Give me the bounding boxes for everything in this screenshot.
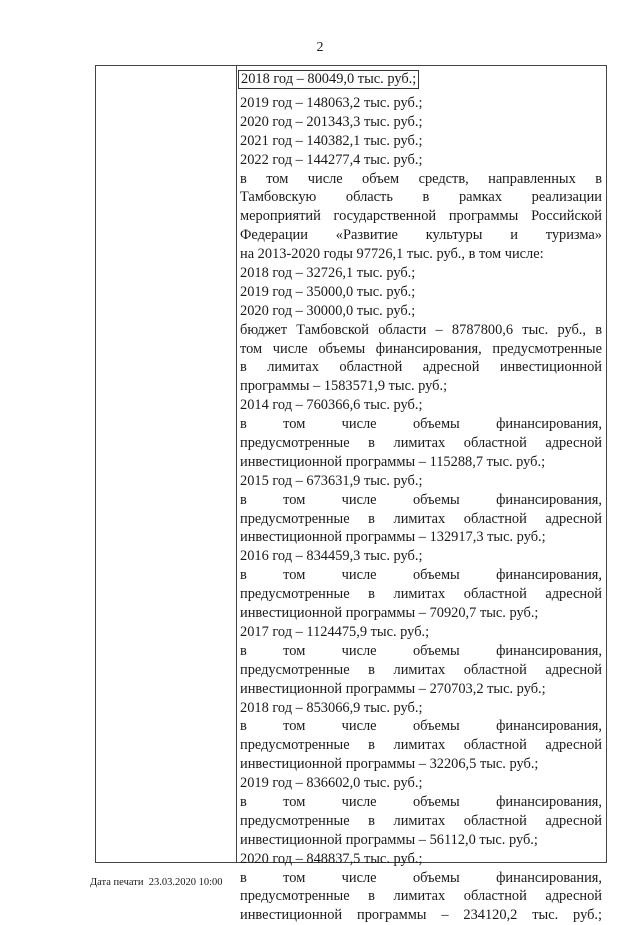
page-number: 2 (316, 40, 324, 55)
text-line: 2020 год – 848837,5 тыс. руб.; (240, 850, 423, 867)
text-line: предусмотренные в лимитах областной адресной (240, 661, 602, 678)
text-line: в том числе объемы финансирования, (240, 793, 602, 810)
text-line: Федерации «Развитие культуры и туризма» (240, 227, 602, 244)
text-line: инвестиционной программы – 56112,0 тыс. руб.; (240, 831, 538, 848)
text-line: в том числе объемы финансирования, (240, 869, 602, 886)
text-line: в том числе объемы финансирования, (240, 718, 602, 735)
text-line: в том числе объем средств, направленных в (240, 170, 602, 187)
text-line: инвестиционной программы – 132917,3 тыс. руб.; (240, 529, 546, 546)
text-line: предусмотренные в лимитах областной адресной (240, 888, 602, 905)
text-line: на 2013-2020 годы 97726,1 тыс. руб., в том числе: (240, 246, 544, 263)
text-line: инвестиционной программы – 115288,7 тыс. руб.; (240, 453, 546, 470)
funding-text-cell (240, 70, 602, 924)
text-line: 2020 год – 30000,0 тыс. руб.; (240, 302, 416, 319)
text-line: предусмотренные в лимитах областной адресной (240, 435, 602, 452)
text-line: предусмотренные в лимитах областной адресной (240, 812, 602, 829)
text-line: 2015 год – 673631,9 тыс. руб.; (240, 472, 423, 489)
text-line: инвестиционной программы – 270703,2 тыс. руб.; (240, 680, 546, 697)
column-divider (236, 66, 237, 862)
text-line: предусмотренные в лимитах областной адресной (240, 586, 602, 603)
text-line: в том числе объемы финансирования, (240, 642, 602, 659)
text-line: в лимитах областной адресной инвестиционной (240, 359, 602, 376)
text-line: предусмотренные в лимитах областной адресной (240, 510, 602, 527)
text-line: предусмотренные в лимитах областной адресной (240, 737, 602, 754)
text-line: 2020 год – 201343,3 тыс. руб.; (240, 113, 423, 130)
text-line: инвестиционной программы – 32206,5 тыс. руб.; (240, 756, 539, 773)
text-line: в том числе объемы финансирования, (240, 567, 602, 584)
text-line: 2017 год – 1124475,9 тыс. руб.; (240, 623, 430, 640)
text-line: 2014 год – 760366,6 тыс. руб.; (240, 397, 423, 414)
text-line: программы – 1583571,9 тыс. руб.; (240, 378, 448, 395)
text-line: бюджет Тамбовской области – 8787800,6 тыс. руб., в (240, 321, 602, 338)
text-line: инвестиционной программы – 70920,7 тыс. руб.; (240, 605, 539, 622)
text-line: Тамбовскую область в рамках реализации (240, 189, 602, 206)
text-line: 2018 год – 853066,9 тыс. руб.; (240, 699, 423, 716)
text-line: том числе объемы финансирования, предусмотренные (240, 340, 602, 357)
text-line: 2019 год – 35000,0 тыс. руб.; (240, 283, 416, 300)
text-line: 2018 год – 32726,1 тыс. руб.; (240, 265, 416, 282)
text-line: мероприятий государственной программы Российской (240, 208, 602, 225)
text-line: инвестиционной программы – 234120,2 тыс. руб.; (240, 907, 602, 924)
text-line: в том числе объемы финансирования, (240, 416, 602, 433)
text-line: 2016 год – 834459,3 тыс. руб.; (240, 548, 423, 565)
text-line: в том числе объемы финансирования, (240, 491, 602, 508)
text-line: 2019 год – 836602,0 тыс. руб.; (240, 775, 423, 792)
text-line: 2022 год – 144277,4 тыс. руб.; (240, 151, 423, 168)
text-line: 2021 год – 140382,1 тыс. руб.; (240, 132, 423, 149)
print-date: Дата печати 23.03.2020 10:00 (90, 877, 223, 888)
text-line: 2018 год – 80049,0 тыс. руб.; (238, 70, 419, 89)
text-line: 2019 год – 148063,2 тыс. руб.; (240, 95, 423, 111)
